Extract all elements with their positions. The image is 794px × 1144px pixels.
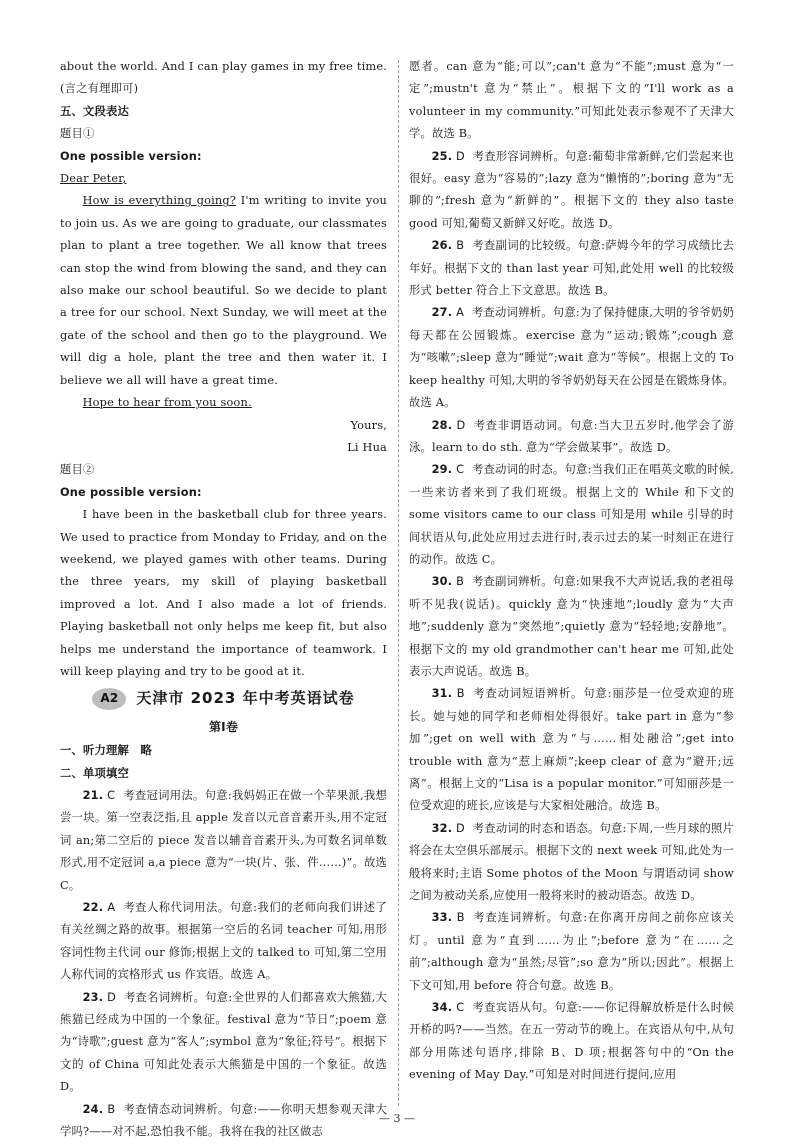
left-answer-list (60, 785, 387, 1144)
question-number: 31. (431, 687, 453, 701)
answer-item (409, 571, 734, 683)
answer-letter: B (456, 239, 465, 253)
answer-explanation: 考查情态动词辨析。句意:——你明天想参观天津大学吗?——对不起,恐怕我不能。我将在我的社区做志 (60, 1102, 387, 1139)
subsection-listening: 一、听力理解 略 (60, 744, 152, 758)
answer-letter: C (107, 789, 116, 802)
answer-item (409, 459, 734, 571)
answer-letter: B (456, 575, 465, 589)
exam-section-header (60, 687, 387, 709)
left-column (60, 56, 387, 1144)
answer-explanation: 考查连词辨析。句意:在你离开房间之前你应该关灯。until 意为“直到……为止”;before 意为“在……之前”;although 意为“虽然;尽管”;so 意为“所以;因此”。根据上下文可知,用 before 符合句意。故选 B。 (409, 911, 734, 992)
answer-item (409, 907, 734, 997)
answer-item (409, 235, 734, 302)
question-number: 26. (431, 239, 453, 253)
answer-item (409, 997, 734, 1087)
answer-explanation: 考查动词辨析。句意:为了保持健康,大明的爷爷奶奶每天都在公园锻炼。exercise 意为“运动;锻炼”;cough 意为“咳嗽”;sleep 意为“睡觉”;wait 意为“等候”。根据上文的 To keep healthy 可知,大明的爷爷奶奶每天在公园是在锻炼身体。故选 A。 (409, 306, 734, 410)
question-number: 29. (431, 463, 453, 477)
letter-sign-yours: Yours, (350, 418, 387, 432)
version-label-2: One possible version: (60, 485, 202, 499)
section-heading-writing: 五、文段表达 (60, 104, 129, 118)
answer-item (60, 785, 387, 897)
answer-letter: B (107, 1102, 116, 1116)
column-divider (398, 60, 399, 1106)
answer-explanation: 考查动词的时态和语态。句意:下周,一些月球的照片将会在太空俱乐部展示。根据下文的 next week 可知,此处为一般将来时;主语 Some photos of the Moon 与谓语动词 show 之间为被动关系,应使用一般将来时的被动语态。故选 D。 (409, 821, 735, 903)
letter-main: I'm writing to invite you to join us. As we are going to graduate, our classmates plan to plant a tree together. We all know that trees can stop the wind from blowing the sand, and they can also make our school beautiful. So we decide to plant a tree for our school. Next Sunday, we will meet at the gate of the school and then go to the playground. We will dig a hole, plant the tree and then water it. I believe we all will have a great time. (60, 194, 387, 387)
answer-letter: C (456, 1001, 465, 1015)
answer-letter: A (107, 901, 116, 915)
letter-body (60, 190, 387, 392)
question-number: 34. (431, 1001, 453, 1015)
answer-explanation: 考查动词短语辨析。句意:丽莎是一位受欢迎的班长。她与她的同学和老师相处得很好。take part in 意为“参加”;get on well with 意为“与……相处融洽”;get into trouble with 意为“惹上麻烦”;keep clear of 意为“避开;远离”。根据上文的“Lisa is a popular monitor.”可知丽莎是一位受欢迎的班长,应该是与大家相处融洽。故选 B。 (409, 687, 734, 813)
question-number: 22. (82, 901, 104, 915)
answer-item (409, 302, 734, 414)
question-number: 25. (431, 149, 453, 163)
answer-letter: B (456, 911, 465, 925)
essay-2: I have been in the basketball club for three years. We used to practice from Monday to Friday, and on the weekend, we played games with other teams. During the three years, my skill of playing basketball improved a lot. And I also made a lot of friends. Playing basketball not only helps me keep fit, but also helps me understand the importance of teamwork. I will keep playing and try to be good at it. (60, 508, 387, 678)
page-number: — 3 — (379, 1112, 415, 1125)
topic-2-label: 题目② (60, 463, 95, 477)
answer-item (409, 415, 734, 460)
question-number: 33. (431, 911, 453, 925)
question-number: 32. (431, 821, 453, 835)
question-number: 23. (82, 990, 104, 1004)
answer-letter: A (456, 306, 465, 320)
answer-item (409, 683, 734, 817)
continued-text: 愿者。can 意为“能;可以”;can't 意为“不能”;must 意为“一定”;mustn't 意为“禁止”。根据下文的“I'll work as a volunteer in my community.”可知此处表示参观不了天津大学。故选 B。 (409, 60, 734, 141)
answer-explanation: 考查副词辨析。句意:如果我不大声说话,我的老祖母听不见我(说话)。quickly 意为“快速地”;loudly 意为“大声地”;suddenly 意为“突然地”;quietly 意为“轻轻地;安静地”。根据下文的 my old grandmother can't hear me 可知,此处表示大声说话。故选 B。 (409, 575, 735, 678)
answer-item (409, 146, 734, 236)
answer-explanation: 考查人称代词用法。句意:我们的老师向我们讲述了有关丝绸之路的故事。根据第一空后的名词 teacher 可知,用形容词性物主代词 our 修饰;根据上文的 talked to 可知,第二空用人称代词的宾格形式 us 作宾语。故选 A。 (60, 901, 388, 982)
topic-1-label: 题目① (60, 127, 95, 141)
answer-letter: C (456, 463, 465, 477)
answer-explanation: 考查非谓语动词。句意:当大卫五岁时,他学会了游泳。learn to do sth. 意为“学会做某事”。故选 D。 (409, 418, 734, 454)
answer-explanation: 考查动词的时态。句意:当我们正在唱英文歌的时候,一些来访者来到了我们班级。根据上文的 While 和下文的 some visitors came to our class 可知是用 while 引导的时间状语从句,此处应用过去进行时,表示过去的某一时刻正在进行的动作。故选 C。 (409, 463, 735, 566)
answer-letter: D (456, 821, 465, 835)
question-number: 27. (431, 306, 453, 320)
answer-letter: B (456, 687, 465, 701)
answer-letter: D (456, 149, 465, 163)
continued-text: about the world. And I can play games in my free time. (言之有理即可) (60, 60, 387, 96)
letter-salutation: Dear Peter, (60, 172, 127, 186)
answer-letter: D (456, 418, 466, 432)
answer-explanation: 考查名词辨析。句意:全世界的人们都喜欢大熊猫,大熊猫已经成为中国的一个象征。festival 意为“节日”;poem 意为“诗歌”;guest 意为“客人”;symbol 意为“象征;符号”。根据下文的 of China 可知此处表示大熊猫是中国的一个象征。故选 D。 (60, 990, 388, 1094)
answer-explanation: 考查冠词用法。句意:我妈妈正在做一个苹果派,我想尝一块。第一空表泛指,且 apple 发音以元音音素开头,用不定冠词 an;第二空后的 piece 发音以辅音音素开头,为可数名词单数形式,用不定冠词 a,a piece 意为“一块(片、张、件……)”。故选 C。 (60, 789, 388, 892)
question-number: 28. (431, 418, 453, 432)
question-number: 30. (431, 575, 453, 589)
section-title: 天津市 2023 年中考英语试卷 (136, 689, 355, 708)
question-number: 24. (82, 1102, 104, 1116)
question-number: 21. (82, 789, 104, 802)
version-label: One possible version: (60, 149, 202, 163)
subsection-single-choice: 二、单项填空 (60, 766, 129, 780)
letter-opening: How is everything going? (82, 194, 237, 208)
section-badge: A2 (92, 688, 126, 710)
answer-item (60, 897, 387, 987)
answer-explanation: 考查宾语从句。句意:——你记得解放桥是什么时候开桥的吗?——当然。在五一劳动节的晚上。在宾语从句中,从句部分用陈述句语序,排除 B、D 项;根据答句中的“On the evening of May Day.”可知是对时间进行提问,应用 (409, 1001, 734, 1082)
answer-explanation: 考查形容词辨析。句意:葡萄非常新鲜,它们尝起来也很好。easy 意为“容易的”;lazy 意为“懒惰的”;boring 意为“无聊的”;fresh 意为“新鲜的”。根据下文的 they also taste good 可知,葡萄又新鲜又好吃。故选 D。 (409, 149, 735, 230)
answer-explanation: 考查副词的比较级。句意:萨姆今年的学习成绩比去年好。根据下文的 than last year 可知,此处用 well 的比较级形式 better 符合上下文意思。故选 B。 (409, 239, 734, 298)
part-label: 第Ⅰ卷 (208, 719, 239, 734)
letter-sign-name: Li Hua (347, 440, 387, 454)
answer-item (60, 987, 387, 1099)
answer-item (409, 818, 734, 908)
answer-letter: D (107, 990, 117, 1004)
letter-closing: Hope to hear from you soon. (82, 396, 252, 410)
right-column (409, 56, 734, 1087)
